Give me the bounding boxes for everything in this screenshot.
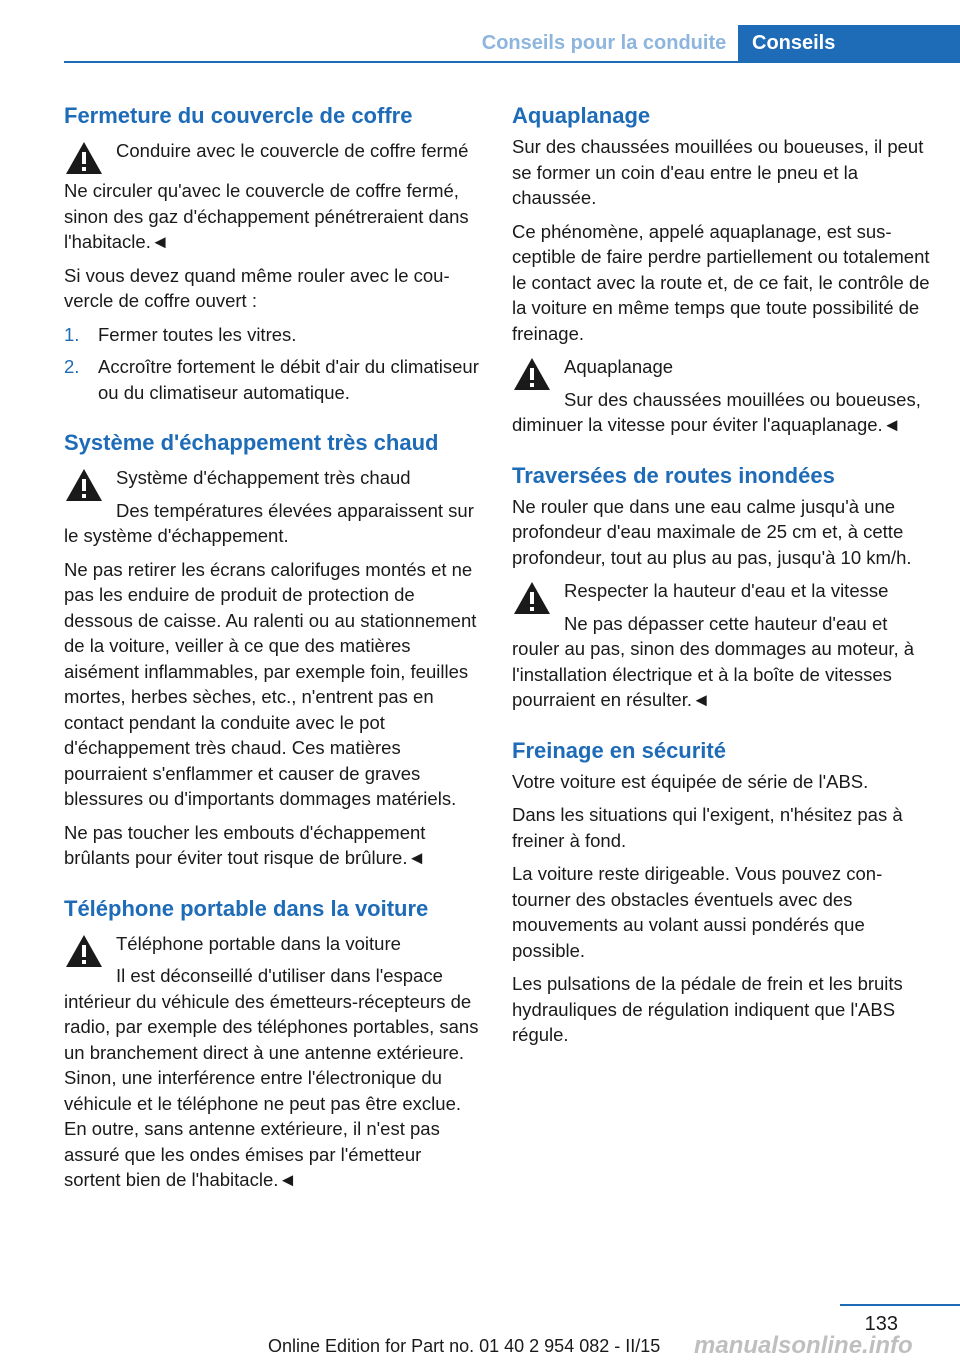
section-title-aquaplaning: Aquaplanage — [512, 103, 651, 128]
list-item — [64, 354, 480, 405]
warning-body: Ne pas dépasser cette hauteur d'eau et rouler au pas, sinon des dommages au moteur, à l'installation électrique et à la boîte de vitesses pourraient en résulter.◄ — [512, 612, 915, 710]
footer-edition: Online Edition for Part no. 01 40 2 954 082 - II/15 — [268, 1336, 661, 1356]
warning-title: Aquaplanage — [564, 356, 674, 377]
warning-triangle-icon — [64, 467, 104, 503]
warning-body: Ne circuler qu'avec le couvercle de coffre fermé, sinon des gaz d'échappement pénétreraient dans l'habitacle.◄ — [64, 180, 469, 252]
list-item — [64, 322, 480, 348]
warning-title: Système d'échappement très chaud — [116, 467, 411, 488]
footer-rule — [840, 1304, 960, 1306]
paragraph: Les pulsations de la pédale de frein et les bruits hydrauliques de régulation indiquent que l'ABS régule. — [512, 973, 903, 1045]
paragraph: Dans les situations qui l'exigent, n'hésitez pas à freiner à fond. — [512, 804, 903, 851]
warning-title: Téléphone portable dans la voiture — [116, 932, 401, 954]
section-title-mobile-phone: Téléphone portable dans la voiture — [64, 895, 429, 921]
page-number: 133 — [864, 1313, 898, 1335]
warning-title: Respecter la hauteur d'eau et la vitesse — [564, 580, 889, 601]
watermark: manualsonline.info — [694, 1332, 913, 1359]
warning-triangle-icon — [512, 356, 552, 392]
warning-block — [512, 578, 930, 713]
warning-triangle-icon — [512, 580, 552, 616]
warning-triangle-icon — [64, 140, 104, 176]
warning-block — [64, 465, 480, 549]
section-title-exhaust: Système d'échappement très chaud — [64, 430, 439, 455]
step-number: 1. — [64, 323, 80, 345]
warning-title: Conduire avec le couvercle de coffre fermé — [116, 140, 469, 161]
header-chapter-tab: Conseils — [738, 25, 960, 62]
paragraph: Ne rouler que dans une eau calme jusqu'à une profondeur d'eau maximale de 25 cm et, à cette profondeur, tout au plus au pas, jusqu'à 10 km/h. — [512, 495, 912, 568]
paragraph: La voiture reste dirigeable. Vous pouvez contourner des obstacles éventuels avec des mouvements au volant aussi pondérés que possible. — [512, 863, 883, 961]
step-text: Accroître fortement le débit d'air du climatiseur ou du climatiseur automatique. — [98, 356, 479, 403]
section-title-safe-braking: Freinage en sécurité — [512, 737, 726, 763]
warning-body: Il est déconseillé d'utiliser dans l'espace intérieur du véhicule des émetteurs-récepteurs de radio, par exemple des téléphones portables, sans un branchement direct à une antenne extérieure. Sinon, une interférence entre l'électronique du véhicule et le téléphone ne peut pas être exclue. En outre, sans antenne extérieure, il n'est pas assuré que les ondes émises par l'émetteur sortent bien de l'habitacle.◄ — [64, 965, 479, 1190]
warning-triangle-icon — [64, 933, 104, 969]
steps-list — [64, 322, 480, 406]
right-column — [512, 100, 930, 1056]
paragraph: Sur des chaussées mouillées ou boueuses, il peut se former un coin d'eau entre le pneu et la chaussée. — [512, 136, 924, 208]
paragraph: Votre voiture est équipée de série de l'ABS. — [512, 770, 869, 792]
section-title-flooded-roads: Traversées de routes inondées — [512, 462, 835, 488]
paragraph: Ne pas retirer les écrans calorifuges montés et ne pas les enduire de produit de protection de dessous de caisse. Au ralenti ou au stationnement de la voiture, veiller à ce que des matières aisément inflammables, par exemple foin, feuilles mortes, herbes sèches, etc., n'entrent pas en contact pendant la conduite avec le pot d'échappement très chaud. Ces matières pourraient s'enflammer et causer de graves blessures ou d'importants dommages matériels. — [64, 558, 477, 809]
warning-block — [64, 138, 480, 255]
step-number: 2. — [64, 356, 80, 377]
warning-block — [512, 354, 930, 438]
header-section-title: Conseils pour la conduite — [470, 25, 738, 61]
warning-body: Sur des chaussées mouillées ou boueuses, diminuer la vitesse pour éviter l'aquaplanage.◄ — [512, 388, 921, 435]
warning-body: Des températures élevées apparaissent sur le système d'échappement. — [64, 499, 474, 546]
section-title-trunk-lid: Fermeture du couvercle de coffre — [64, 103, 413, 128]
warning-block — [64, 931, 480, 1193]
header-rule — [64, 61, 960, 63]
step-text: Fermer toutes les vitres. — [98, 323, 297, 345]
paragraph: Ce phénomène, appelé aquaplanage, est susceptible de faire perdre partiellement ou totalement le contact avec la route et, de ce fait, le contrôle de la voiture en même temps que toute possibilité de freinage. — [512, 220, 930, 344]
paragraph: Ne pas toucher les embouts d'échappement brûlants pour éviter tout risque de brûlure.◄ — [64, 821, 426, 868]
paragraph: Si vous devez quand même rouler avec le couvercle de coffre ouvert : — [64, 264, 450, 311]
left-column — [64, 100, 480, 1201]
